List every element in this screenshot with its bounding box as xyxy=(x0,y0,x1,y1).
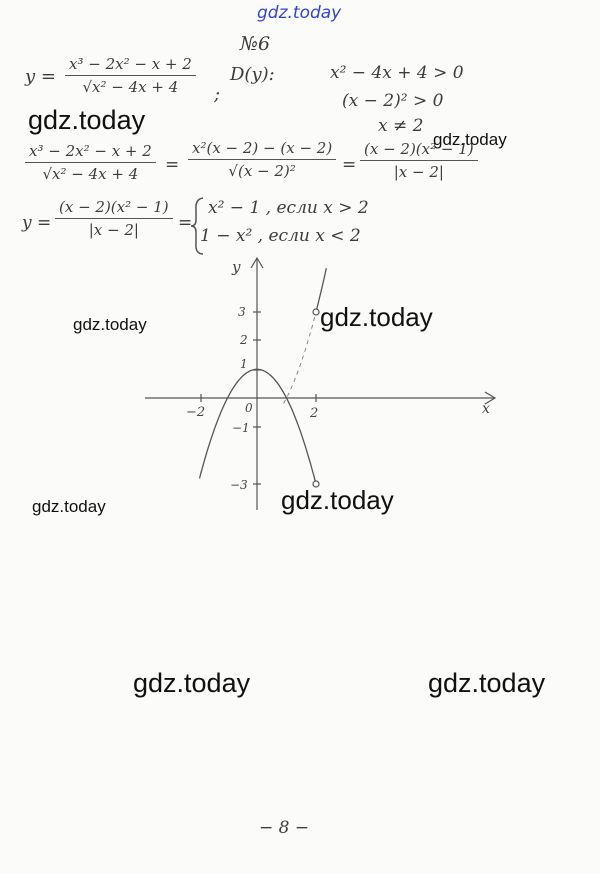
watermark: gdz.today xyxy=(133,668,251,698)
y-tick-label-2: 2 xyxy=(240,333,248,347)
watermark: gdz.today xyxy=(433,130,507,149)
y-tick-label-1: 1 xyxy=(240,357,248,371)
y-tick-label-minus1: −1 xyxy=(232,421,250,435)
line2-frac3-den: |x − 2| xyxy=(393,163,444,181)
watermark: gdz.today xyxy=(32,497,106,516)
line2-frac2-num: x²(x − 2) − (x − 2) xyxy=(188,139,336,160)
x-tick-label-2: 2 xyxy=(310,406,319,421)
watermark: gdz.today xyxy=(281,485,394,515)
line2-equals-2: = xyxy=(342,155,357,175)
watermark: gdz.today xyxy=(428,668,546,698)
x-tick-label-minus2: −2 xyxy=(186,405,206,420)
watermark: gdz.today xyxy=(28,105,146,135)
line2-frac1-num: x³ − 2x² − x + 2 xyxy=(25,142,156,163)
line1-separator: ; xyxy=(214,84,221,105)
line2-frac3-num: (x − 2)(x² − 1) xyxy=(360,140,478,161)
open-point-upper xyxy=(313,309,319,315)
domain-condition-3: x ≠ 2 xyxy=(378,116,424,136)
domain-condition-2: (x − 2)² > 0 xyxy=(342,91,444,111)
origin-label: 0 xyxy=(245,401,253,415)
line1-fraction-numerator: x³ − 2x² − x + 2 xyxy=(65,55,196,76)
piecewise-case-2: 1 − x² , если x < 2 xyxy=(200,226,361,246)
line2-frac1-den: √x² − 4x + 4 xyxy=(42,165,139,183)
piecewise-case-1: x² − 1 , если x > 2 xyxy=(208,198,369,218)
y-tick-label-minus3: −3 xyxy=(230,478,248,492)
header-site-mark: gdz.today xyxy=(257,3,342,23)
domain-condition-1: x² − 4x + 4 > 0 xyxy=(330,63,464,83)
line3-frac-num: (x − 2)(x² − 1) xyxy=(55,198,173,219)
line2-frac2-den: √(x − 2)² xyxy=(228,162,296,180)
line3-y-eq: y = xyxy=(22,213,52,233)
line3-equals: = xyxy=(178,213,193,233)
watermark: gdz.today xyxy=(320,302,433,332)
page-number: − 8 − xyxy=(259,818,310,838)
line1-y-eq: y = xyxy=(25,66,56,87)
y-axis-label: y xyxy=(232,258,241,276)
task-number: №6 xyxy=(240,33,271,55)
domain-label: D(y): xyxy=(230,64,275,85)
y-tick-label-3: 3 xyxy=(238,305,246,319)
dashed-branch xyxy=(284,312,316,404)
line2-equals-1: = xyxy=(165,155,180,175)
watermark: gdz.today xyxy=(73,315,147,334)
line3-frac-den: |x − 2| xyxy=(88,221,139,239)
x-axis-label: x xyxy=(482,401,490,417)
line1-fraction-denominator: √x² − 4x + 4 xyxy=(82,78,179,96)
